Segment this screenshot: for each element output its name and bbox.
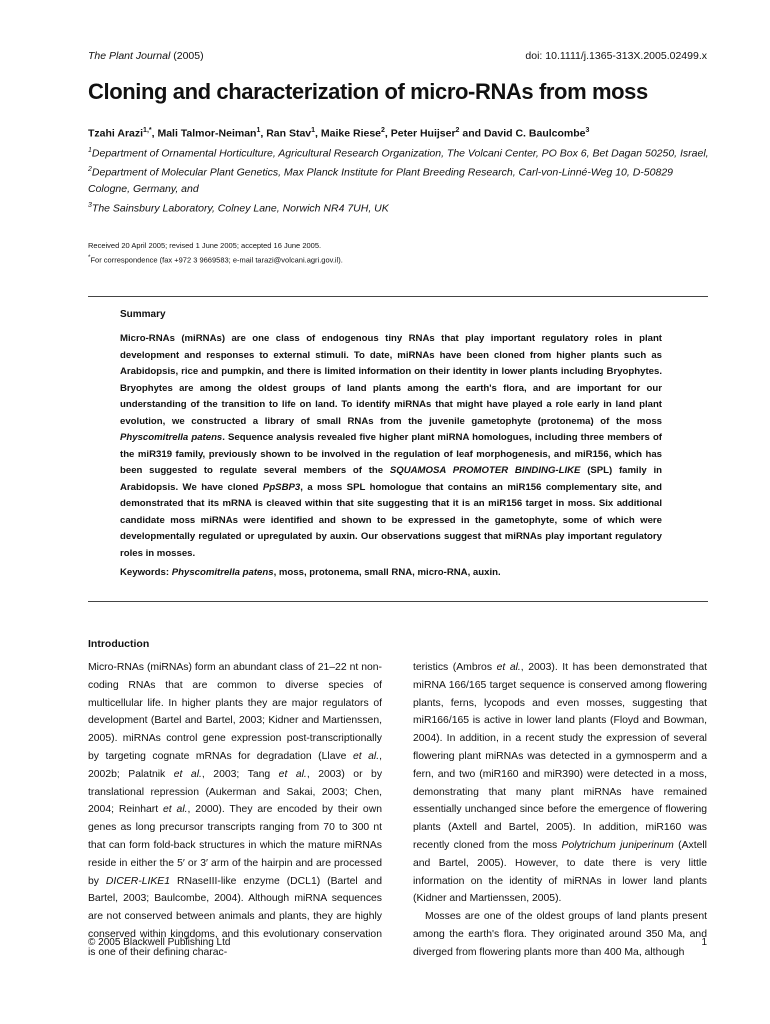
affiliation-text: Department of Ornamental Horticulture, Agricultural Research Organization, The Volcani Center, PO Box 6, Bet Dagan 50250, Israel, <box>91 147 709 160</box>
keywords <box>120 567 662 578</box>
affiliation <box>88 198 713 217</box>
species-name: Polytrichum juniperinum <box>561 839 674 851</box>
et-al: et al. <box>163 804 188 816</box>
summary-part: . Sequence analysis revealed five higher plant miRNA homologues, including three members of the miR319 family, previously shown to be involved in the regulation of leaf morphogenesis, and miR156, which has been suggested to regulate several members of the <box>120 432 662 476</box>
author-sep: , <box>315 127 321 140</box>
affiliation <box>88 162 713 198</box>
doi[interactable]: doi: 10.1111/j.1365-313X.2005.02499.x <box>525 50 707 62</box>
received-dates: Received 20 April 2005; revised 1 June 2005; accepted 16 June 2005. <box>88 241 322 250</box>
body-text: RNaseIII-like enzyme (DCL1) (Bartel and Bartel, 2003; Baulcombe, 2004). Although miRNA sequences are not conserved between animals and plants, they are highly conserved within kingdoms, and this evolutionary conservation is one of their defining charac- <box>88 875 382 958</box>
summary-heading: Summary <box>120 309 166 320</box>
affiliation-number: 1 <box>88 147 92 154</box>
page-number: 1 <box>701 937 707 948</box>
body-text: , 2002b; Palatnik <box>88 750 382 780</box>
keywords-label: Keywords: <box>120 567 170 578</box>
keyword-species: Physcomitrella patens <box>171 567 274 578</box>
author-sep: , <box>260 127 267 140</box>
summary-part: (SPL) family in Arabidopsis. We have cloned <box>120 465 662 493</box>
affiliation-text: The Sainsbury Laboratory, Colney Lane, Norwich NR4 7UH, UK <box>91 202 389 215</box>
correspondence-text: For correspondence (fax +972 3 9669583; e-mail tarazi@volcani.agri.gov.il). <box>90 255 343 265</box>
body-text: , 2003) or by translational repression (Aukerman and Sakai, 2003; Chen, 2004; Reinhart <box>88 768 383 816</box>
affiliation-text: Department of Molecular Plant Genetics, Max Planck Institute for Plant Breeding Research, Carl-von-Linné-Weg 10, D-50829 Cologne, Germany, and <box>88 166 673 196</box>
summary-text <box>120 331 662 562</box>
body-text: , 2000). They are encoded by their own genes as long precursor transcripts ranging from 70 to 300 nt that can form fold-back structures in which the mature miRNAs reside in either the 5′ or 3′ arm of the hairpin and are processed by <box>88 804 382 887</box>
author-name: Ran Stav <box>266 127 312 140</box>
author-affil: 2 <box>455 127 460 134</box>
journal-name <box>88 50 204 62</box>
et-al: et al. <box>173 768 202 780</box>
author-affil: 1 <box>256 127 261 134</box>
et-al: et al. <box>496 662 521 673</box>
copyright: © 2005 Blackwell Publishing Ltd <box>88 937 231 948</box>
section-heading-introduction: Introduction <box>88 638 150 650</box>
journal-title: The Plant Journal <box>88 50 171 62</box>
species-name: Physcomitrella patens <box>120 432 223 443</box>
body-column-right <box>413 659 707 962</box>
asterisk: * <box>88 254 91 261</box>
author-list <box>88 127 708 140</box>
author-affil: 3 <box>585 127 590 134</box>
author-name: Mali Talmor-Neiman <box>157 127 257 140</box>
body-text: , 2003). It has been demonstrated that miRNA 166/165 target sequence is conserved among flowering plants, ferns, lycopods and even mosses, suggesting that miR166/165 is active in lower land plants (Floyd and Bowman, 2004). In addition, in a recent study the expression of several flowering plant miRNAs was detected in a gymnosperm and a fern, and two (miR160 and miR390) were detected in a moss, demonstrating that many plant miRNAs have remained essentially unchanged since before the emergence of flowering plants (Axtell and Bartel, 2005). In addition, miR160 was recently cloned from the moss <box>413 662 707 851</box>
body-column-left <box>88 659 382 962</box>
affiliation-number: 2 <box>88 166 92 174</box>
author-name: David C. Baulcombe <box>483 127 586 140</box>
author-name: Tzahi Arazi <box>88 127 144 140</box>
summary-part: Micro-RNAs (miRNAs) are one class of endogenous tiny RNAs that play important regulatory roles in plant development and responses to external stimuli. To date, miRNAs have been cloned from higher plants such as Arabidopsis, rice and pumpkin, and there is limited information on their identity in lower plants including Bryophytes. Bryophytes are among the oldest groups of land plants among the earth's flora, and are important for our understanding of the transition to life on land. To identify miRNAs that might have played a role early in land plant evolution, we constructed a library of small RNAs from the juvenile gametophyte (protonema) of the moss <box>120 333 662 427</box>
article-history <box>88 240 688 267</box>
correspondence-note <box>88 252 688 267</box>
keyword-list: , moss, protonema, small RNA, micro-RNA, auxin. <box>273 567 501 578</box>
author-affil: 1 <box>311 127 316 134</box>
author-sep: and <box>459 127 484 140</box>
et-al: et al. <box>352 750 380 762</box>
article-title: Cloning and characterization of micro-RNAs from moss <box>88 79 648 104</box>
author-sep: , <box>384 127 391 140</box>
affiliations <box>88 143 713 217</box>
journal-year: (2005) <box>173 50 204 62</box>
gene-name: PpSBP3 <box>262 481 301 493</box>
author-affil: 2 <box>381 127 385 134</box>
summary-top-rule <box>88 296 708 297</box>
body-text: (Axtell and Bartel, 2005). However, to date there is very little information on the identity of miRNAs in lower land plants (Kidner and Martienssen, 2005). <box>413 839 707 905</box>
body-text: Mosses are one of the oldest groups of land plants present among the earth's flora. They originated around 350 Ma, and diverged from flowering plants more than 400 Ma, although <box>413 911 707 958</box>
author-sep: , <box>151 127 158 140</box>
summary-part: , a moss SPL homologue that contains an miR156 complementary site, and demonstrated that its mRNA is cleaved within that site suggesting that it is an miR156 target in moss. Six additional candidate moss miRNAs were identified and shown to be expressed in the gametophyte, some of which were developmentally regulated or upregulated by auxin. Our observations suggest that miRNAs play important regulatory roles in mosses. <box>120 481 662 559</box>
author-name: Peter Huijser <box>390 127 456 140</box>
body-text: , 2003; Tang <box>201 768 279 780</box>
gene-family-name: SQUAMOSA PROMOTER BINDING-LIKE <box>389 465 581 476</box>
gene-name-dicer: DICER-LIKE1 <box>105 875 171 887</box>
affiliation <box>88 143 713 162</box>
et-al: et al. <box>278 768 307 780</box>
author-name: Maike Riese <box>320 127 382 140</box>
summary-bottom-rule <box>88 601 708 602</box>
body-text: teristics (Ambros <box>413 662 497 673</box>
body-text: Micro-RNAs (miRNAs) form an abundant class of 21–22 nt non-coding RNAs that are common to diverse species of multicellular life. In higher plants they are major regulators of development (Bartel and Bartel, 2003; Kidner and Martienssen, 2005). miRNAs control gene expression post-transcriptionally by targeting cognate mRNAs for degradation (Llave <box>88 662 382 762</box>
author-affil: 1,* <box>143 127 152 134</box>
affiliation-number: 3 <box>88 202 92 210</box>
